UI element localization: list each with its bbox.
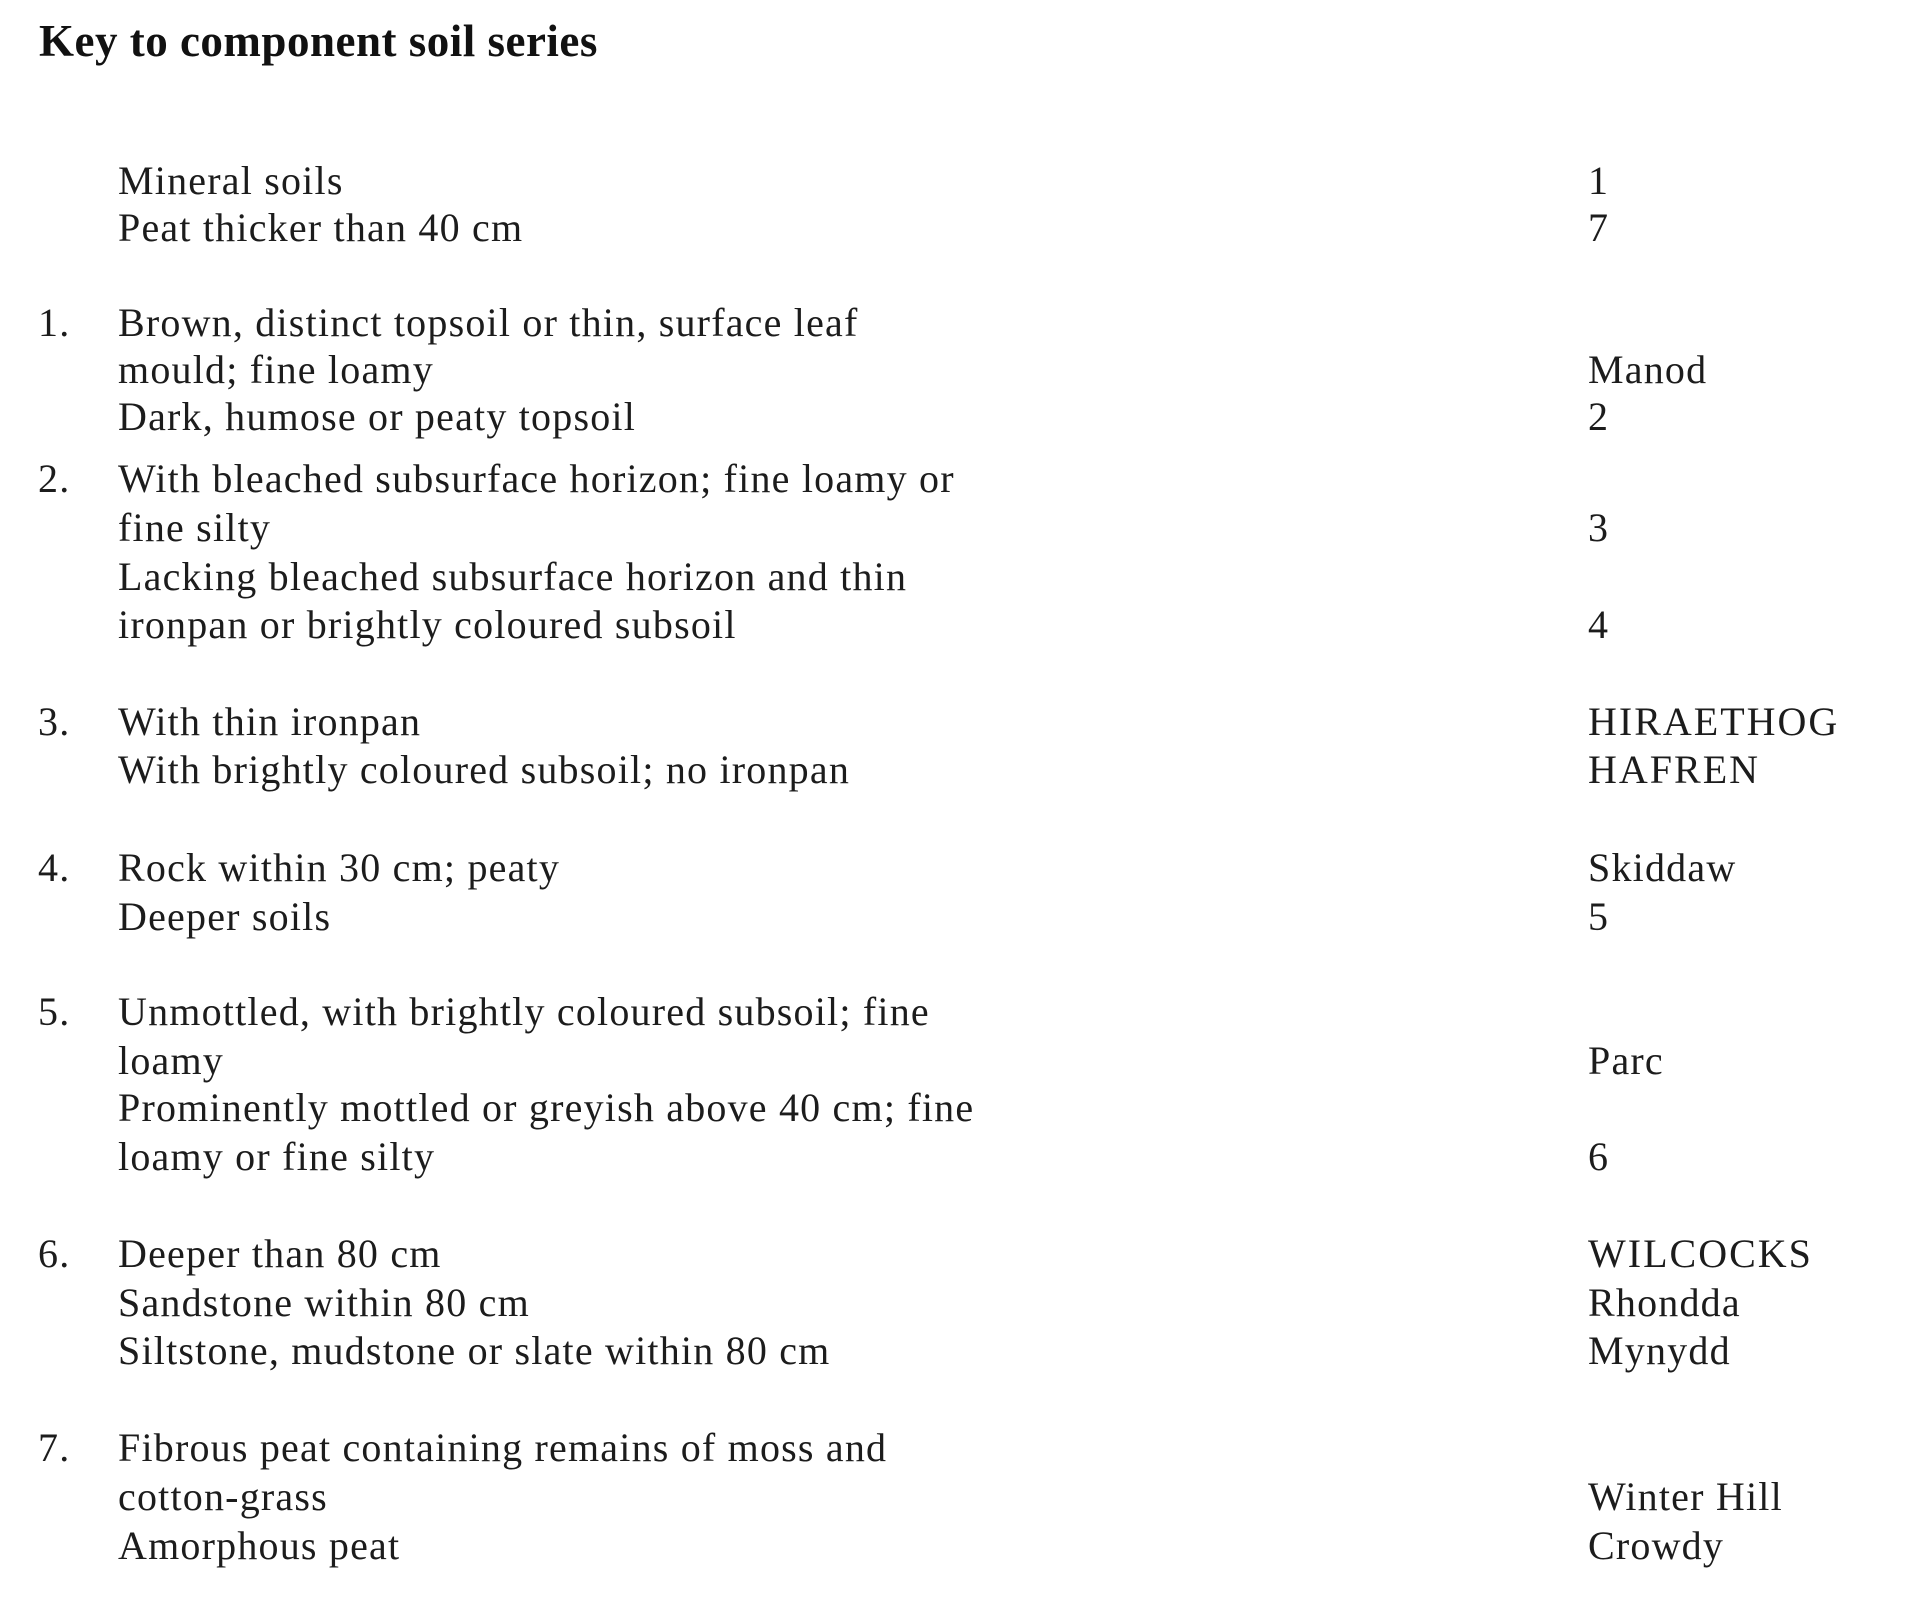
key-line-result: Crowdy xyxy=(1588,1523,1725,1568)
key-line-result: 1 xyxy=(1588,158,1610,203)
key-line-text: Lacking bleached subsurface horizon and thin xyxy=(118,554,908,599)
key-line-result: Parc xyxy=(1588,1038,1664,1083)
key-line-result: 5 xyxy=(1588,894,1610,939)
key-line-text: Siltstone, mudstone or slate within 80 cm xyxy=(118,1328,831,1373)
step-number: 7. xyxy=(38,1425,71,1470)
step-number: 6. xyxy=(38,1231,71,1276)
key-line-result: HAFREN xyxy=(1588,747,1761,792)
key-line-result: Rhondda xyxy=(1588,1280,1741,1325)
page-title: Key to component soil series xyxy=(39,16,598,66)
key-line-text: Fibrous peat containing remains of moss and xyxy=(118,1425,888,1470)
step-number: 3. xyxy=(38,699,71,744)
key-line-text: loamy xyxy=(118,1038,224,1083)
key-line-result: Mynydd xyxy=(1588,1328,1731,1373)
key-line-text: Brown, distinct topsoil or thin, surface leaf xyxy=(118,300,859,345)
key-line-result: 6 xyxy=(1588,1134,1610,1179)
key-line-text: Deeper soils xyxy=(118,894,332,939)
key-line-text: Peat thicker than 40 cm xyxy=(118,205,524,250)
key-line-text: Prominently mottled or greyish above 40 cm; fine xyxy=(118,1085,975,1130)
key-line-text: mould; fine loamy xyxy=(118,347,434,392)
key-line-text: Mineral soils xyxy=(118,158,344,203)
key-line-text: Amorphous peat xyxy=(118,1523,401,1568)
key-line-text: Rock within 30 cm; peaty xyxy=(118,845,561,890)
key-line-text: cotton-grass xyxy=(118,1474,328,1519)
step-number: 5. xyxy=(38,989,71,1034)
key-line-result: Skiddaw xyxy=(1588,845,1737,890)
key-line-result: Manod xyxy=(1588,347,1708,392)
step-number: 1. xyxy=(38,300,71,345)
key-line-result: HIRAETHOG xyxy=(1588,699,1840,744)
key-line-text: loamy or fine silty xyxy=(118,1134,436,1179)
key-line-result: 2 xyxy=(1588,394,1610,439)
key-line-text: With brightly coloured subsoil; no ironpan xyxy=(118,747,851,792)
key-line-result: WILCOCKS xyxy=(1588,1231,1813,1276)
step-number: 4. xyxy=(38,845,71,890)
key-line-text: Unmottled, with brightly coloured subsoil; fine xyxy=(118,989,930,1034)
step-number: 2. xyxy=(38,456,71,501)
key-line-text: With bleached subsurface horizon; fine loamy or xyxy=(118,456,955,501)
key-line-text: Deeper than 80 cm xyxy=(118,1231,442,1276)
key-line-text: Dark, humose or peaty topsoil xyxy=(118,394,637,439)
key-line-result: 4 xyxy=(1588,602,1610,647)
key-line-result: 3 xyxy=(1588,505,1610,550)
key-line-result: Winter Hill xyxy=(1588,1474,1783,1519)
key-line-text: Sandstone within 80 cm xyxy=(118,1280,530,1325)
key-line-text: With thin ironpan xyxy=(118,699,422,744)
key-line-text: fine silty xyxy=(118,505,272,550)
key-line-text: ironpan or brightly coloured subsoil xyxy=(118,602,737,647)
key-line-result: 7 xyxy=(1588,205,1610,250)
